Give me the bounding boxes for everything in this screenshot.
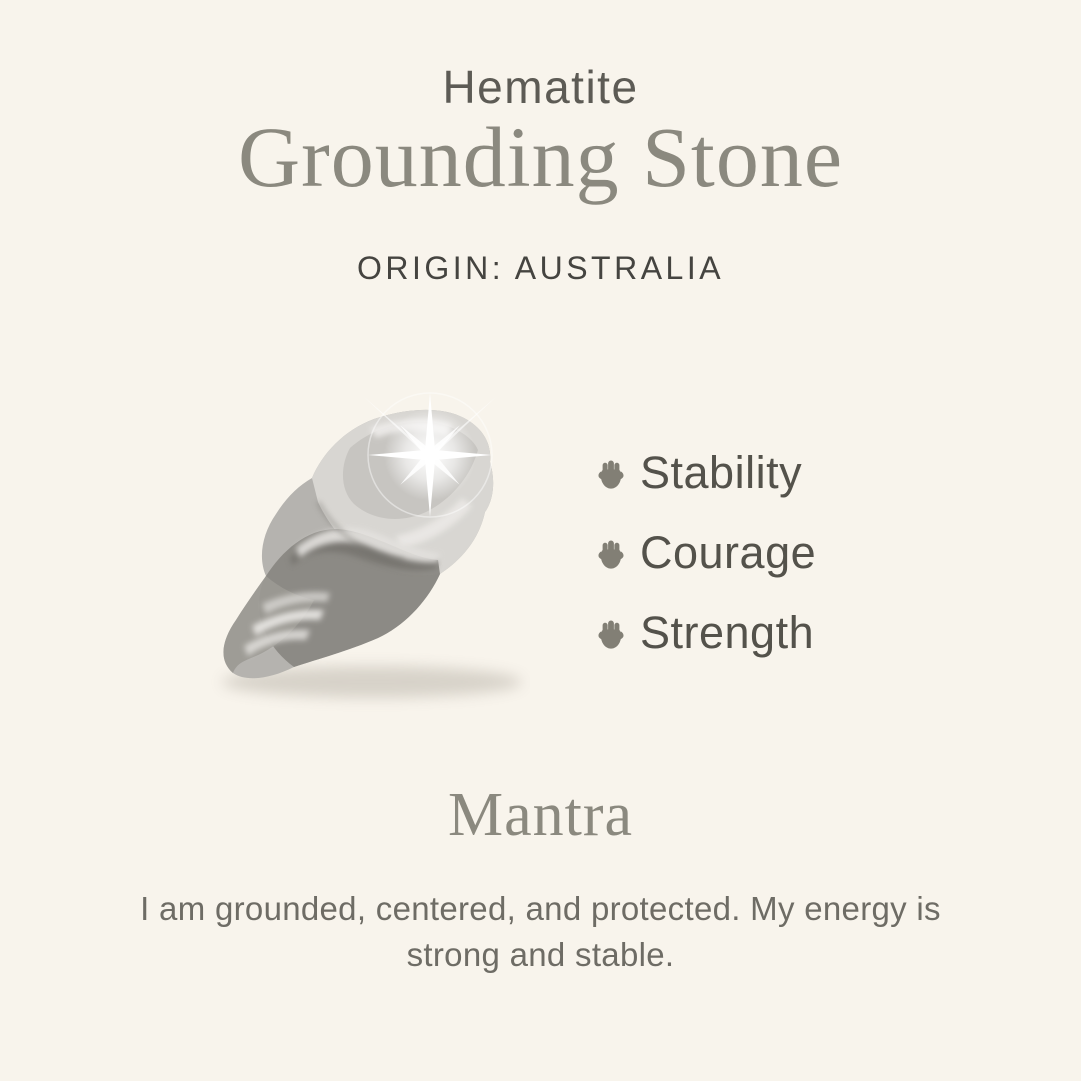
- mantra-line: I am grounded, centered, and protected. My energy is: [140, 890, 941, 927]
- list-item: [598, 526, 816, 580]
- list-item: [598, 606, 816, 660]
- hamsa-hand-icon: [598, 620, 624, 650]
- origin-label: ORIGIN: AUSTRALIA: [356, 250, 725, 286]
- mantra-heading: Mantra: [447, 781, 634, 849]
- list-item: [598, 446, 816, 500]
- stone-svg: [200, 388, 530, 718]
- hamsa-hand-icon: [598, 540, 624, 570]
- hamsa-hand-icon: [598, 460, 624, 490]
- property-label: Stability: [640, 447, 803, 498]
- properties-list: [598, 446, 816, 660]
- mantra-line: strong and stable.: [406, 936, 675, 973]
- hematite-stone-illustration: [200, 388, 530, 718]
- mantra-text: [0, 886, 1081, 978]
- page-title: Grounding Stone: [237, 109, 844, 205]
- property-label: Courage: [640, 527, 817, 578]
- stone-name: Hematite: [442, 61, 639, 113]
- property-label: Strength: [640, 607, 815, 658]
